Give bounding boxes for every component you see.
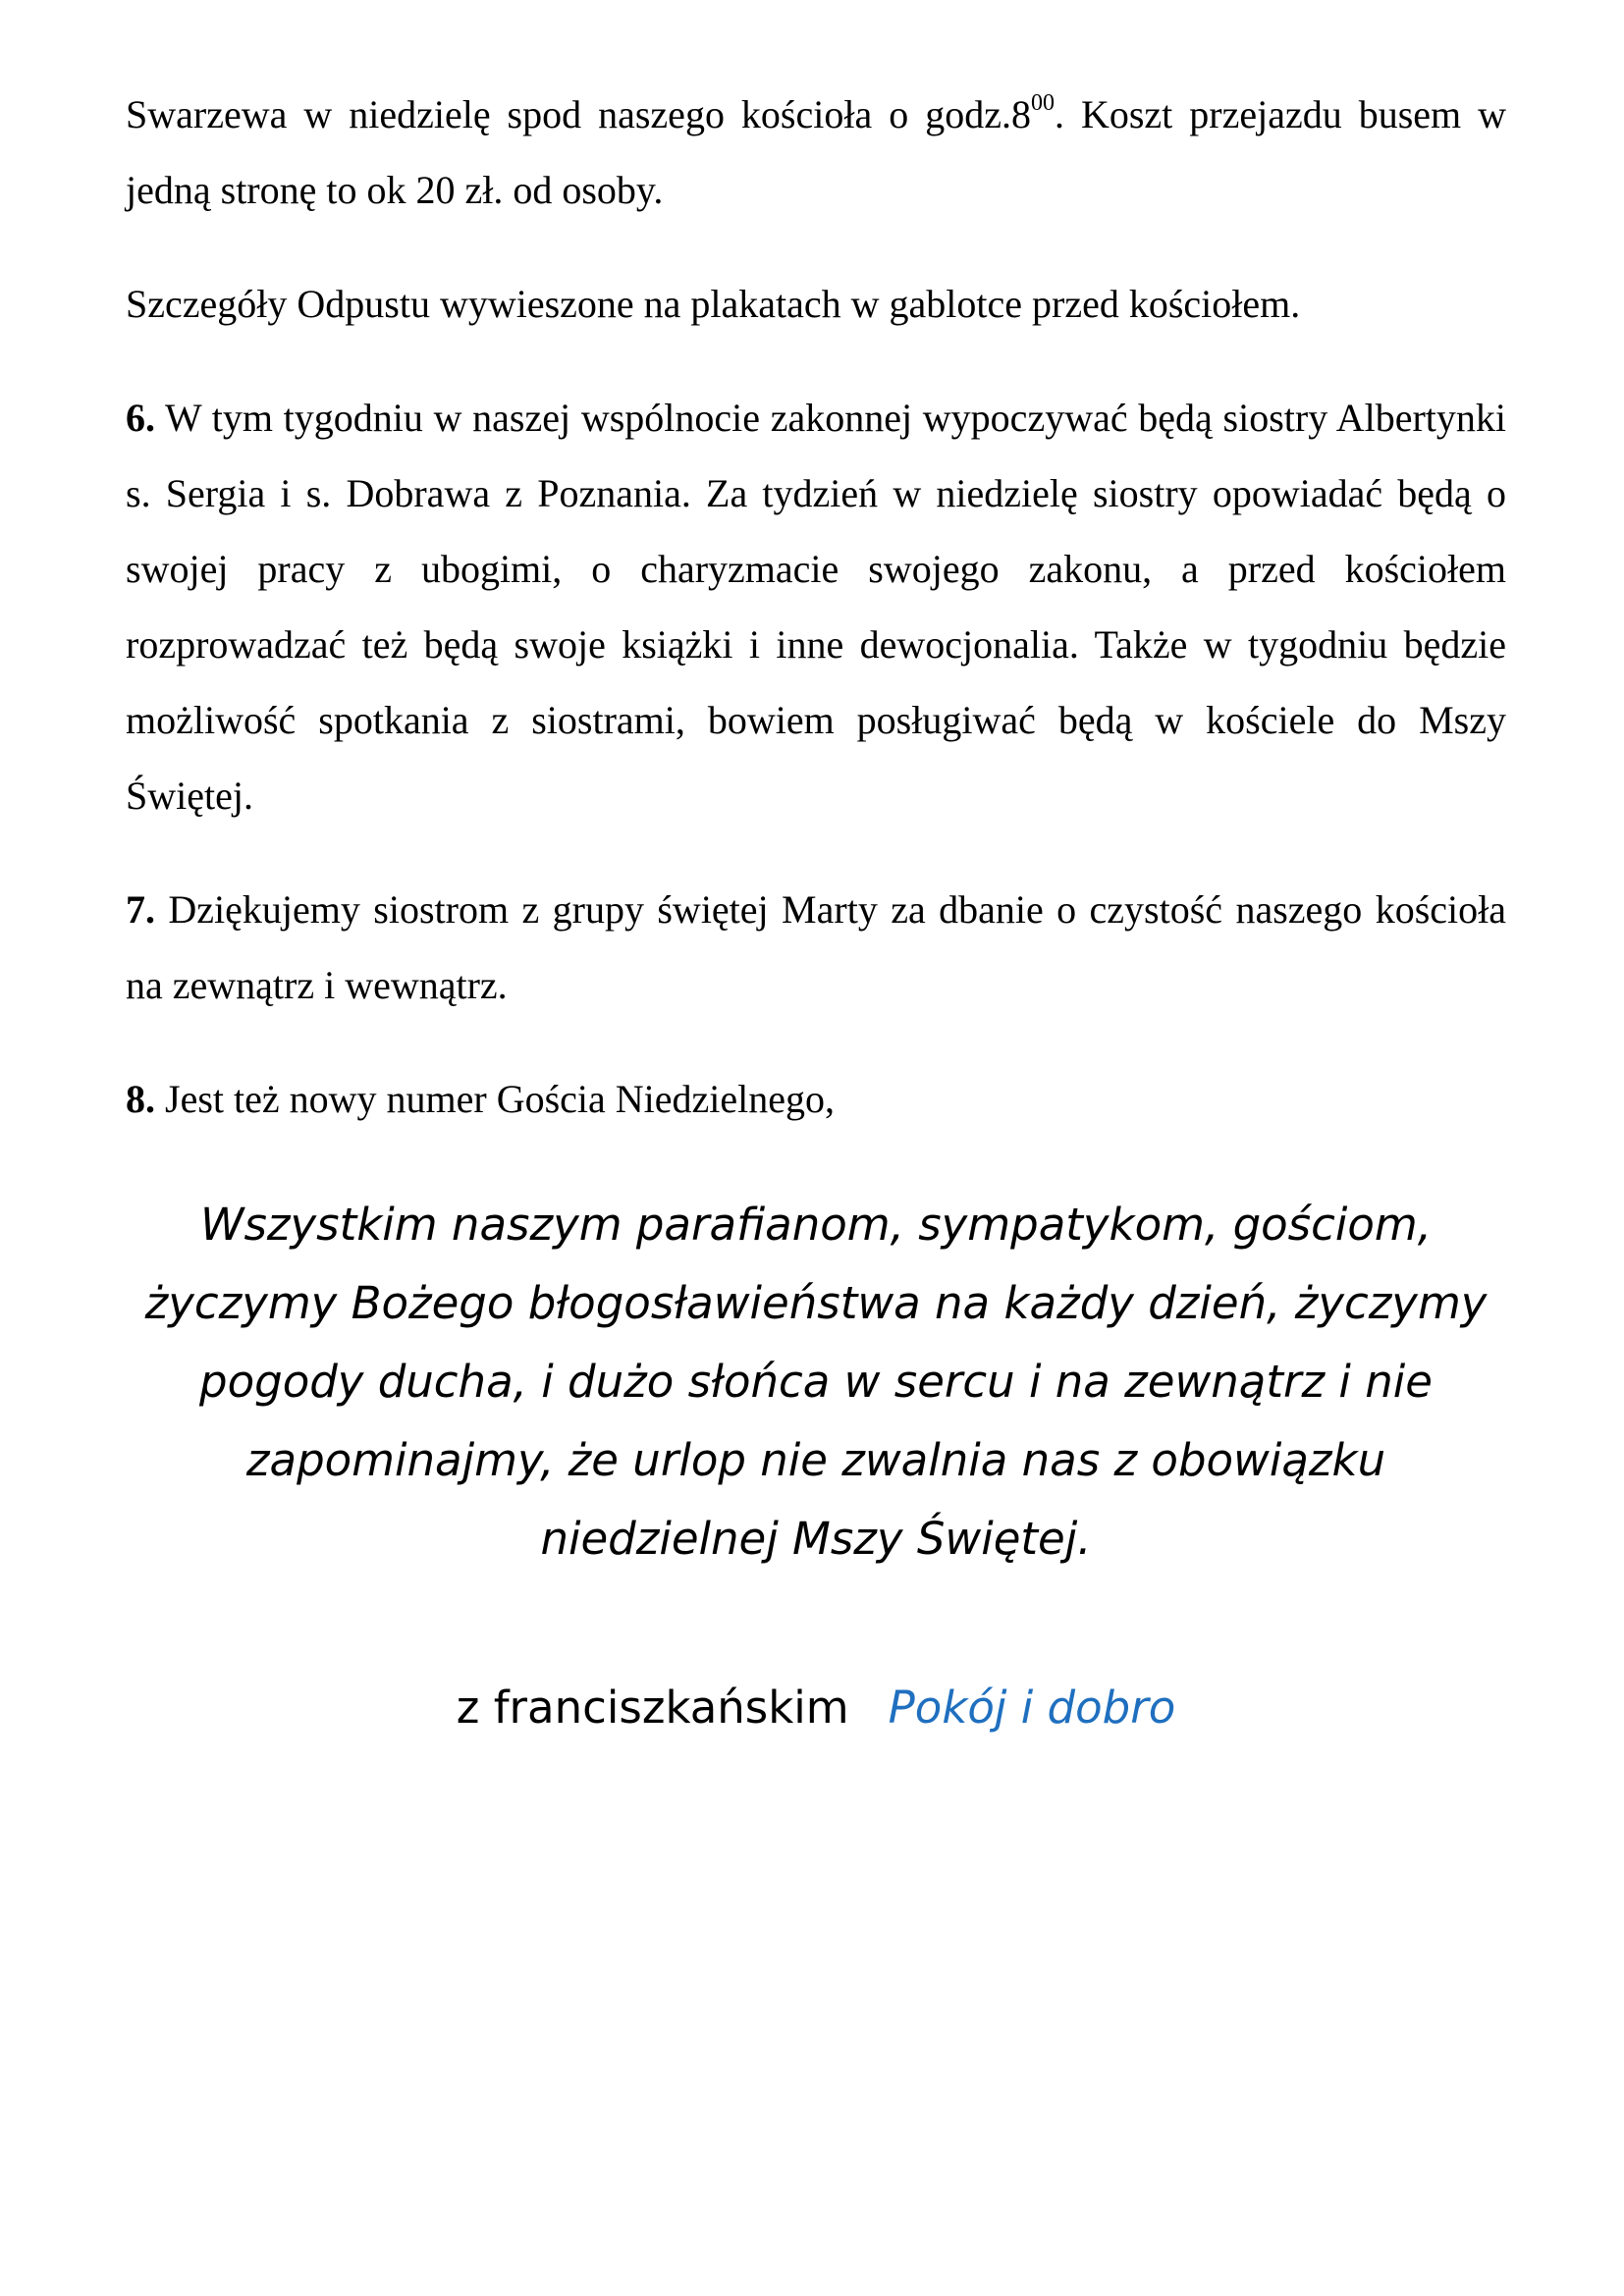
paragraph-8-text: Jest też nowy numer Gościa Niedzielnego,	[155, 1077, 836, 1121]
paragraph-swarzewo-text-a: Swarzewa w niedzielę spod naszego kościoła o godz.8	[126, 92, 1031, 136]
wishes-line-5: niedzielnej Mszy Świętej.	[540, 1513, 1092, 1565]
paragraph-7-number: 7.	[126, 887, 155, 932]
paragraph-8-number: 8.	[126, 1077, 155, 1121]
closing-line	[126, 1669, 1506, 1747]
paragraph-8	[126, 1061, 1506, 1137]
closing-prefix: z franciszkańskim	[456, 1682, 849, 1734]
paragraph-6-text: W tym tygodniu w naszej wspólnocie zakonnej wypoczywać będą siostry Albertynki s. Sergia i s. Dobrawa z Poznania. Za tydzień w niedzielę siostry opowiadać będą o swojej pracy z ubogimi, o charyzmacie swojego zakonu, a przed kościołem rozprowadzać też będą swoje książki i inne dewocjonalia. Także w tygodniu będzie możliwość spotkania z siostrami, bowiem posługiwać będą w kościele do Mszy Świętej.	[126, 396, 1506, 818]
paragraph-7	[126, 872, 1506, 1023]
announcements-body	[126, 77, 1506, 1175]
wishes-line-3: pogody ducha, i dużo słońca w sercu i na zewnątrz i nie	[199, 1356, 1433, 1408]
paragraph-6	[126, 380, 1506, 833]
wishes-block	[126, 1186, 1506, 1578]
wishes-line-4: zapominajmy, że urlop nie zwalnia nas z obowiązku	[245, 1434, 1386, 1486]
paragraph-swarzewo-text-b: . Koszt przejazdu busem w jedną stronę to ok 20 zł. od osoby.	[126, 92, 1507, 212]
wishes-line-1: Wszystkim naszym parafianom, sympatykom, gościom,	[199, 1199, 1433, 1251]
closing-blessing: Pokój i dobro	[888, 1682, 1176, 1734]
paragraph-swarzewo	[126, 77, 1506, 228]
paragraph-odpust: Szczegóły Odpustu wywieszone na plakatach w gablotce przed kościołem.	[126, 282, 1301, 326]
paragraph-6-number: 6.	[126, 396, 155, 440]
time-superscript: 00	[1030, 89, 1055, 116]
paragraph-7-text: Dziękujemy siostrom z grupy świętej Marty za dbanie o czystość naszego kościoła na zewnątrz i wewnątrz.	[126, 887, 1506, 1007]
wishes-line-2: życzymy Bożego błogosławieństwa na każdy dzień, życzymy	[144, 1277, 1488, 1329]
